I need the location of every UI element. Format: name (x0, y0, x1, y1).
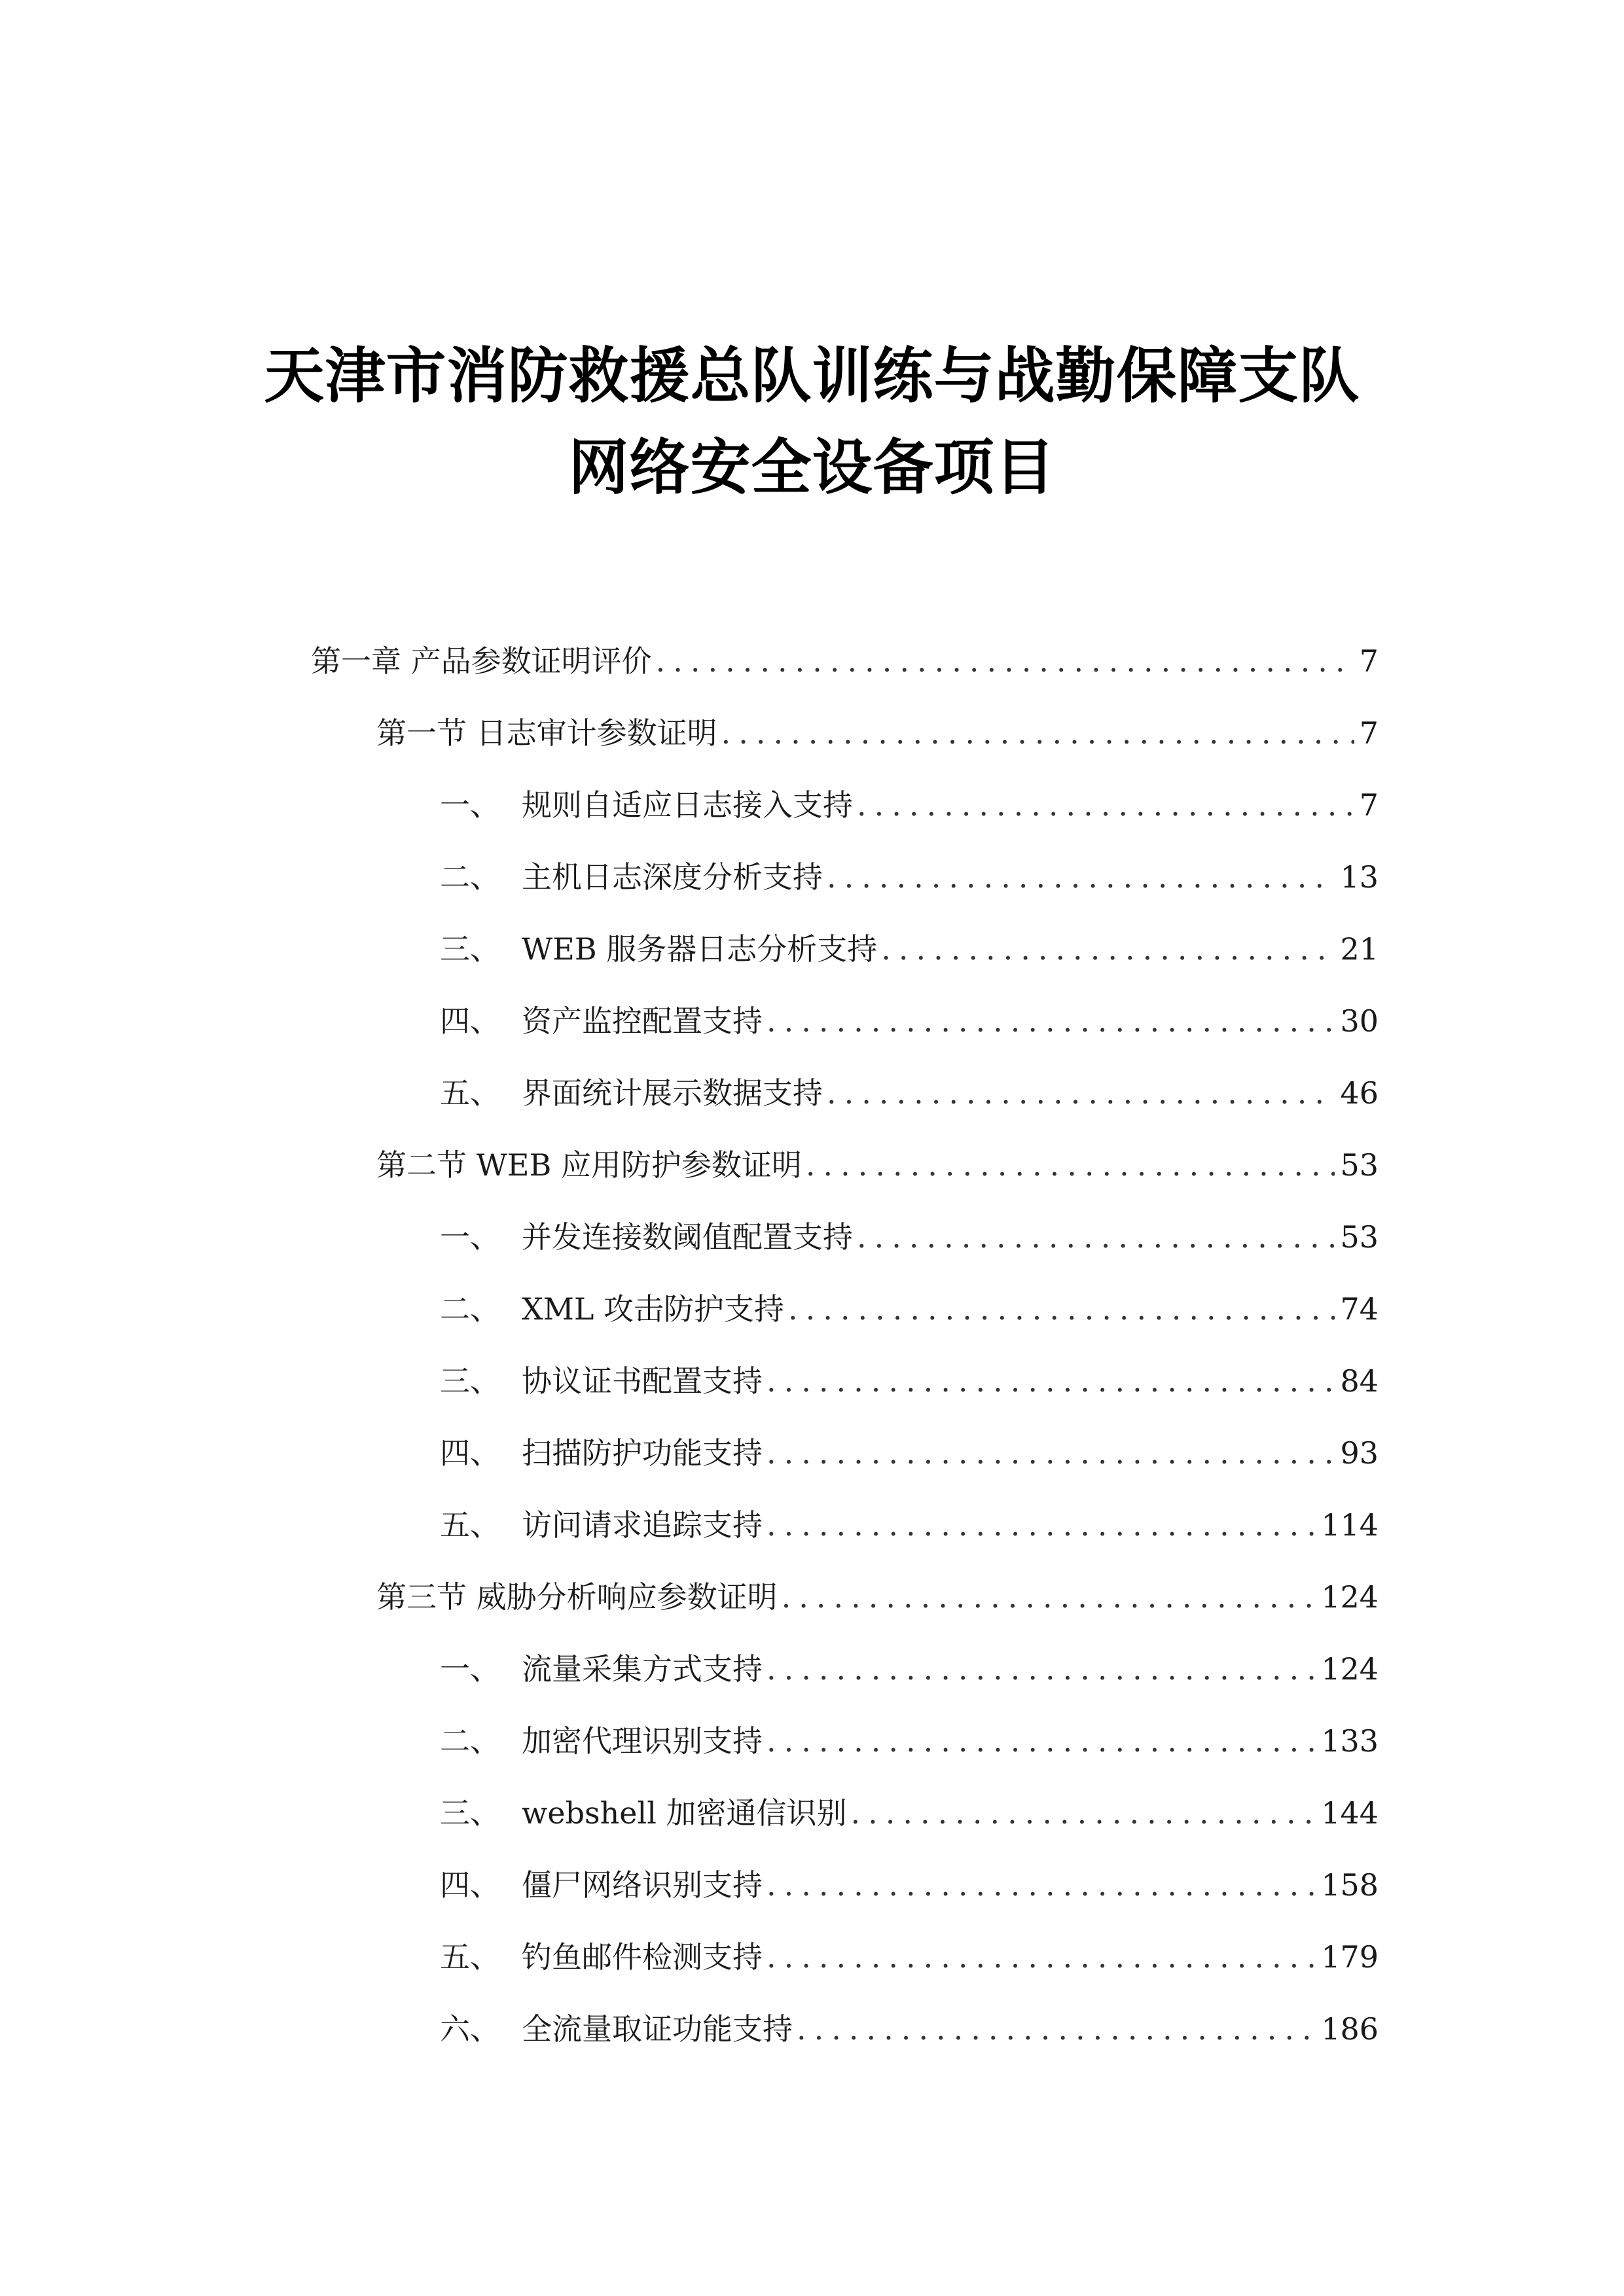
toc-entry[interactable] (440, 926, 1379, 972)
toc-entry-number: 二、 (440, 1291, 500, 1327)
toc-dot-leader (767, 1718, 1316, 1764)
toc-entry-page-number: 53 (1340, 1147, 1379, 1183)
document-title (0, 331, 1624, 514)
toc-entry[interactable] (440, 998, 1379, 1044)
toc-entry-label: 界面统计展示数据支持 (522, 1075, 823, 1111)
toc-entry-page-number: 93 (1340, 1435, 1379, 1471)
toc-dot-leader (881, 926, 1335, 972)
toc-entry-number: 一、 (440, 1219, 500, 1255)
toc-entry-label: 并发连接数阈值配置支持 (522, 1219, 853, 1255)
toc-entry-number: 五、 (440, 1939, 500, 1975)
toc-entry-number: 三、 (440, 931, 500, 967)
toc-entry-label: 访问请求追踪支持 (522, 1507, 763, 1543)
toc-entry-label: 僵尸网络识别支持 (522, 1867, 763, 1903)
toc-entry-label: 第一章 产品参数证明评价 (311, 643, 652, 679)
toc-entry-label: 第二节 WEB 应用防护参数证明 (376, 1147, 802, 1183)
toc-entry[interactable] (440, 1358, 1379, 1404)
toc-entry[interactable] (440, 782, 1379, 828)
toc-entry-number: 四、 (440, 1435, 500, 1471)
toc-dot-leader (797, 2006, 1316, 2052)
toc-dot-leader (767, 1430, 1335, 1476)
toc-entry-page-number: 7 (1359, 787, 1379, 823)
toc-dot-leader (857, 782, 1354, 828)
toc-entry-label: 规则自适应日志接入支持 (522, 787, 853, 823)
toc-entry-page-number: 124 (1321, 1579, 1379, 1615)
toc-dot-leader (767, 1646, 1316, 1692)
toc-entry[interactable] (440, 2006, 1379, 2052)
toc-entry-page-number: 186 (1321, 2011, 1379, 2047)
toc-entry-label: 流量采集方式支持 (522, 1651, 763, 1687)
toc-entry-label: 扫描防护功能支持 (522, 1435, 763, 1471)
toc-entry-page-number: 7 (1359, 715, 1379, 751)
toc-entry-number: 四、 (440, 1003, 500, 1039)
toc-entry-number: 二、 (440, 859, 500, 895)
toc-entry-page-number: 144 (1321, 1795, 1379, 1831)
toc-entry[interactable] (311, 638, 1379, 684)
toc-entry[interactable] (440, 1718, 1379, 1764)
toc-entry-page-number: 46 (1340, 1075, 1379, 1111)
toc-entry-page-number: 30 (1340, 1003, 1379, 1039)
toc-entry[interactable] (376, 710, 1379, 756)
toc-entry-label: 全流量取证功能支持 (522, 2011, 793, 2047)
toc-entry-label: 第三节 威胁分析响应参数证明 (376, 1579, 778, 1615)
toc-dot-leader (767, 1502, 1316, 1548)
toc-entry[interactable] (440, 1502, 1379, 1548)
toc-entry-page-number: 158 (1321, 1867, 1379, 1903)
title-line-1: 天津市消防救援总队训练与战勤保障支队 (264, 341, 1360, 411)
toc-entry-number: 五、 (440, 1075, 500, 1111)
toc-entry-number: 六、 (440, 2011, 500, 2047)
toc-entry[interactable] (440, 1430, 1379, 1476)
toc-entry-page-number: 133 (1321, 1723, 1379, 1759)
toc-entry-label: 主机日志深度分析支持 (522, 859, 823, 895)
toc-entry-number: 四、 (440, 1867, 500, 1903)
toc-entry-label: 资产监控配置支持 (522, 1003, 763, 1039)
toc-entry-label: 加密代理识别支持 (522, 1723, 763, 1759)
toc-entry-page-number: 114 (1321, 1507, 1379, 1543)
toc-entry-label: webshell 加密通信识别 (522, 1795, 847, 1831)
toc-dot-leader (767, 1934, 1316, 1980)
toc-entry-page-number: 21 (1340, 931, 1379, 967)
toc-dot-leader (827, 1070, 1335, 1116)
toc-entry-label: WEB 服务器日志分析支持 (522, 931, 878, 967)
toc-dot-leader (782, 1574, 1316, 1620)
title-line-2: 网络安全设备项目 (568, 433, 1056, 503)
toc-dot-leader (857, 1214, 1335, 1260)
toc-dot-leader (788, 1286, 1335, 1332)
toc-entry-page-number: 179 (1321, 1939, 1379, 1975)
toc-dot-leader (827, 854, 1335, 900)
toc-entry-number: 五、 (440, 1507, 500, 1543)
toc-entry-page-number: 7 (1359, 643, 1379, 679)
toc-entry-number: 三、 (440, 1363, 500, 1399)
toc-dot-leader (656, 638, 1354, 684)
toc-entry-number: 三、 (440, 1795, 500, 1831)
toc-entry-page-number: 74 (1340, 1291, 1379, 1327)
toc-entry[interactable] (440, 1790, 1379, 1836)
toc-dot-leader (721, 710, 1354, 756)
toc-entry[interactable] (440, 1286, 1379, 1332)
toc-entry[interactable] (440, 1646, 1379, 1692)
toc-dot-leader (806, 1142, 1335, 1188)
toc-entry-label: 钓鱼邮件检测支持 (522, 1939, 763, 1975)
toc-entry[interactable] (440, 1070, 1379, 1116)
toc-entry-page-number: 53 (1340, 1219, 1379, 1255)
toc-entry-label: 第一节 日志审计参数证明 (376, 715, 717, 751)
toc-entry-label: XML 攻击防护支持 (522, 1291, 785, 1327)
toc-entry-number: 一、 (440, 1651, 500, 1687)
toc-entry[interactable] (440, 854, 1379, 900)
toc-dot-leader (767, 1862, 1316, 1908)
toc-entry[interactable] (440, 1934, 1379, 1980)
toc-entry[interactable] (376, 1574, 1379, 1620)
toc-entry[interactable] (440, 1214, 1379, 1260)
toc-entry-page-number: 84 (1340, 1363, 1379, 1399)
toc-entry-page-number: 13 (1340, 859, 1379, 895)
toc-dot-leader (767, 1358, 1335, 1404)
toc-entry-number: 二、 (440, 1723, 500, 1759)
toc-dot-leader (851, 1790, 1316, 1836)
toc-entry[interactable] (376, 1142, 1379, 1188)
toc-entry-number: 一、 (440, 787, 500, 823)
toc-dot-leader (767, 998, 1335, 1044)
toc-entry[interactable] (440, 1862, 1379, 1908)
toc-entry-label: 协议证书配置支持 (522, 1363, 763, 1399)
toc-entry-page-number: 124 (1321, 1651, 1379, 1687)
